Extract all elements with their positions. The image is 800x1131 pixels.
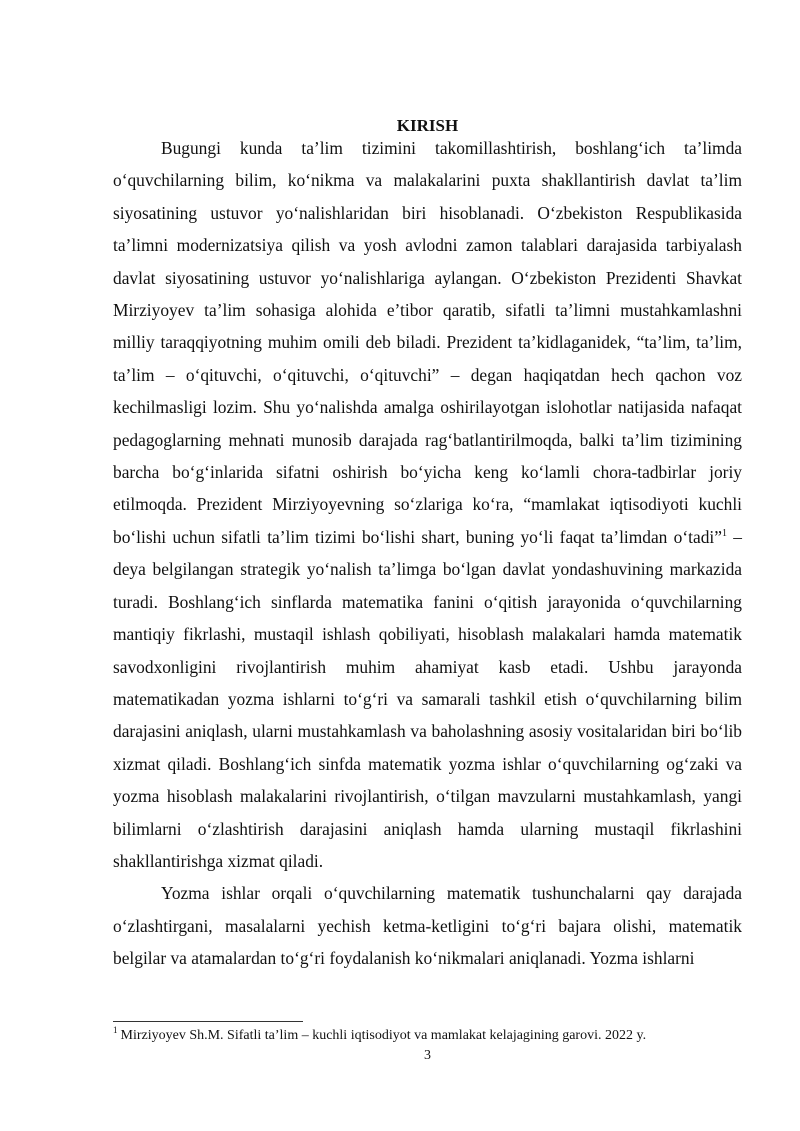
paragraph-1 (113, 132, 742, 877)
paragraph-1-text: Bugungi kunda ta’lim tizimini takomillashtirish, boshlang‘ich ta’limda o‘quvchilarning bilim, ko‘nikma va malakalarini puxta shakllantirish davlat ta’lim siyosatining ustuvor yo‘nalishlaridan biri hisoblanadi. O‘zbekiston Respublikasida ta’limni modernizatsiya qilish va yosh avlodni zamon talablari darajasida tarbiyalash davlat siyosatining ustuvor yo‘nalishlariga aylangan. O‘zbekiston Prezidenti Shavkat Mirziyoyev ta’lim sohasiga alohida e’tibor qaratib, sifatli ta’limni mustahkamlashni milliy taraqqiyotning muhim omili deb biladi. Prezident ta’kidlaganidek, “ta’lim, ta’lim, ta’lim – o‘qituvchi, o‘qituvchi, o‘qituvchi” – degan haqiqatdan hech qachon voz kechilmasligi lozim. Shu yo‘nalishda amalga oshirilayotgan islohotlar natijasida nafaqat pedagoglarning mehnati munosib darajada rag‘batlantirilmoqda, balki ta’lim tizimining barcha bo‘g‘inlarida sifatni oshirish bo‘yicha keng ko‘lamli chora-tadbirlar joriy etilmoqda. Prezident Mirziyoyevning so‘zlariga ko‘ra, “mamlakat iqtisodiyoti kuchli bo‘lishi uchun sifatli ta’lim tizimi bo‘lishi shart, buning yo‘li faqat ta’limdan o‘tadi” (113, 138, 742, 547)
footnote-separator (113, 1021, 303, 1022)
paragraph-2: Yozma ishlar orqali o‘quvchilarning matematik tushunchalarni qay darajada o‘zlashtirgani, masalalarni yechish ketma-ketligini to‘g‘ri bajara olishi, matematik belgilar va atamalardan to‘g‘ri foydalanish ko‘nikmalari aniqlanadi. Yozma ishlarni (113, 883, 742, 969)
footnote-text: Mirziyoyev Sh.M. Sifatli ta’lim – kuchli iqtisodiyot va mamlakat kelajagining garovi. 2022 y. (120, 1028, 647, 1043)
paragraph-1-continuation: – deya belgilangan strategik yo‘nalish ta’limga bo‘lgan davlat yondashuvining markazida turadi. Boshlang‘ich sinflarda matematika fanini o‘qitish jarayonida o‘quvchilarning mantiqiy fikrlashi, mustaqil ishlash qobiliyati, hisoblash malakalari hamda matematik savodxonligini rivojlantirish muhim ahamiyat kasb etadi. Ushbu jarayonda matematikadan yozma ishlarni to‘g‘ri va samarali tashkil etish o‘quvchilarning bilim darajasini aniqlash, ularni mustahkamlash va baholashning asosiy vositalaridan biri bo‘lib xizmat qiladi. Boshlang‘ich sinfda matematik yozma ishlar o‘quvchilarning og‘zaki va yozma hisoblash malakalarini rivojlantirish, o‘tilgan mavzularni mustahkamlash, yangi bilimlarni o‘zlashtirish darajasini aniqlash hamda ularning mustaqil fikrlashini shakllantirishga xizmat qiladi. (113, 526, 742, 871)
footnote-reference[interactable]: 1 (721, 528, 727, 540)
page-number: 3 (424, 1048, 431, 1063)
footnote-number: 1 (113, 1025, 118, 1036)
section-title: KIRISH (396, 116, 459, 135)
footnote (113, 1027, 753, 1045)
body-text (113, 132, 742, 975)
